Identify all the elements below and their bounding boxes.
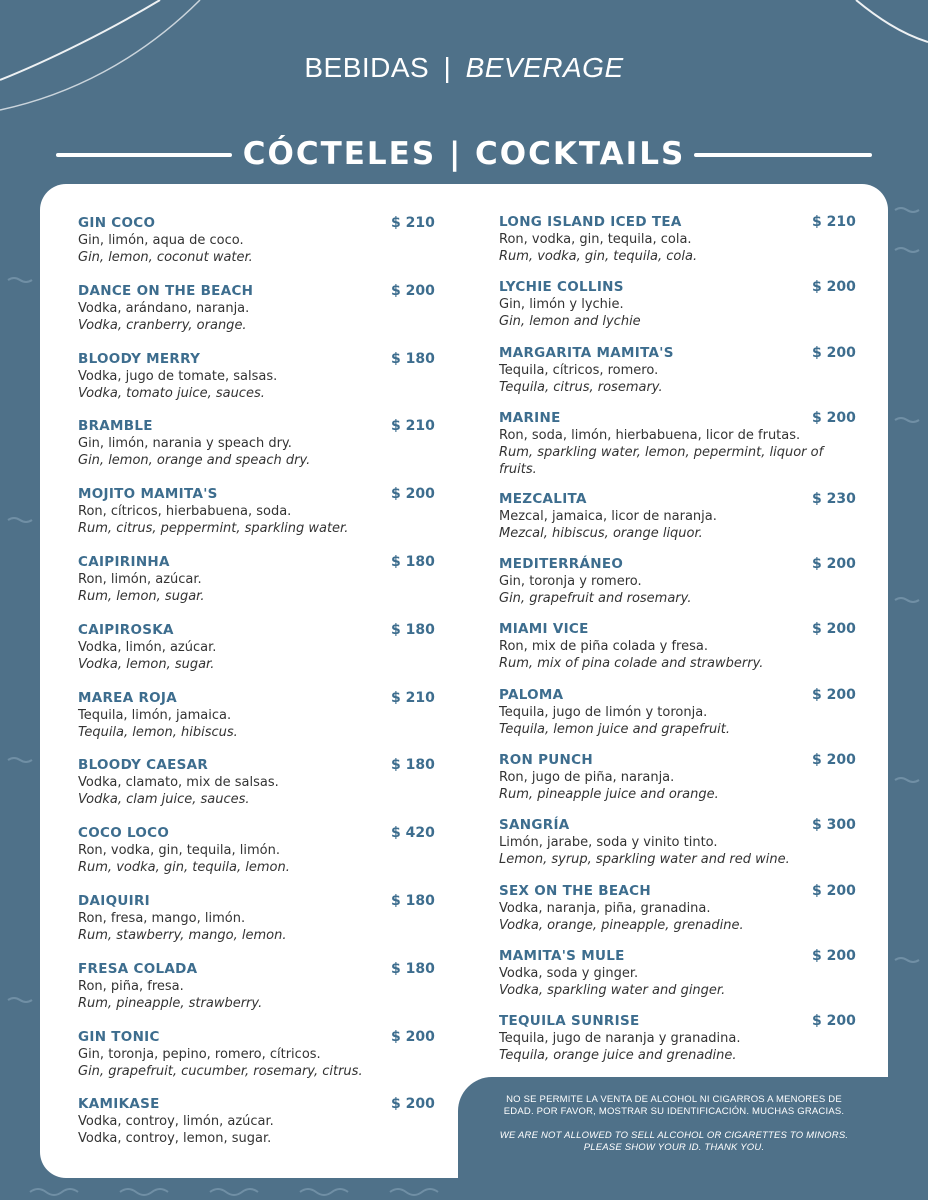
menu-item-name: FRESA COLADA <box>78 960 198 977</box>
menu-item <box>499 948 859 1013</box>
menu-item-description-en: Gin, lemon, coconut water. <box>78 250 253 265</box>
menu-item-description-es: Ron, piña, fresa. <box>78 978 184 994</box>
menu-item-name: GIN COCO <box>78 215 156 231</box>
menu-item-description-es: Ron, vodka, gin, tequila, limón. <box>78 843 280 859</box>
menu-item-description-es: Vodka, arándano, naranja. <box>78 300 250 316</box>
menu-item-description-en: Rum, stawberry, mango, lemon. <box>78 927 287 943</box>
menu-item <box>78 1029 438 1097</box>
menu-item <box>78 961 438 1029</box>
age-notice-es: NO SE PERMITE LA VENTA DE ALCOHOL NI CIGARROS A MENORES DE EDAD. POR FAVOR, MOSTRAR SU IDENTIFICACIÓN. MUCHAS GRACIAS. <box>503 1094 845 1117</box>
menu-item-name: MAREA ROJA <box>78 689 177 706</box>
menu-column-right <box>499 214 859 1079</box>
menu-item-description-es: Vodka, soda y ginger. <box>499 965 639 981</box>
menu-item-description-en: Lemon, syrup, sparkling water and red wine. <box>499 852 790 868</box>
menu-item-price: $ 200 <box>812 409 856 426</box>
menu-item-description-es: Ron, limón, azúcar. <box>78 571 202 587</box>
menu-item-price: $ 200 <box>812 344 856 361</box>
menu-item-price: $ 300 <box>812 817 856 834</box>
menu-item <box>78 690 438 758</box>
menu-item-description-en: Rum, citrus, peppermint, sparkling water. <box>78 521 349 537</box>
menu-item-price: $ 180 <box>391 553 435 570</box>
menu-item-description-en: Tequila, citrus, rosemary. <box>499 379 663 395</box>
menu-item-name: CAIPIRINHA <box>78 553 170 570</box>
menu-item <box>78 418 438 486</box>
menu-item-description-es: Vodka, limón, azúcar. <box>78 639 217 655</box>
header-separator: | <box>443 52 452 83</box>
menu-item-price: $ 180 <box>391 621 435 638</box>
menu-item-price: $ 200 <box>812 686 856 703</box>
section-heading <box>56 132 872 176</box>
menu-item-description-en: Gin, lemon, orange and speach dry. <box>78 453 311 469</box>
menu-item-description-es: Tequila, cítricos, romero. <box>499 362 659 378</box>
menu-item <box>499 491 859 556</box>
menu-item-name: GIN TONIC <box>78 1028 160 1045</box>
menu-item-description-es: Vodka, clamato, mix de salsas. <box>78 775 279 791</box>
menu-item-description-en: Rum, lemon, sugar. <box>78 588 205 604</box>
menu-item-price: $ 180 <box>391 757 435 774</box>
menu-item-description-en: Gin, lemon and lychie <box>499 314 641 330</box>
page-header <box>0 52 928 84</box>
menu-item-name: BLOODY CAESAR <box>78 757 209 774</box>
menu-item-description-en: Rum, sparkling water, lemon, pepermint, liquor of fruits. <box>499 444 824 477</box>
menu-item-price: $ 200 <box>391 1096 435 1113</box>
menu-item-name: BRAMBLE <box>78 418 153 435</box>
menu-item-price: $ 200 <box>812 882 856 899</box>
menu-item-description-es: Gin, toronja, pepino, romero, cítricos. <box>78 1046 321 1062</box>
menu-item-name: MEZCALITA <box>499 490 587 507</box>
menu-item <box>78 351 438 419</box>
menu-item-price: $ 200 <box>391 282 435 299</box>
menu-item-name: MARINE <box>499 409 561 426</box>
menu-item <box>78 1096 438 1164</box>
menu-item-description-es: Tequila, limón, jamaica. <box>78 707 232 723</box>
menu-item-description-en: Vodka, clam juice, sauces. <box>78 792 250 808</box>
menu-item-description-en: Rum, mix of pina colade and strawberry. <box>499 656 764 672</box>
menu-item-description-es: Mezcal, jamaica, licor de naranja. <box>499 508 717 524</box>
menu-item-price: $ 230 <box>812 490 856 507</box>
menu-item-description-en: Tequila, orange juice and grenadine. <box>499 1048 737 1064</box>
menu-item-name: SEX ON THE BEACH <box>499 882 651 899</box>
menu-item <box>78 486 438 554</box>
menu-item-description-en: Vodka, cranberry, orange. <box>78 317 247 333</box>
menu-item-description-en: Gin, grapefruit, cucumber, rosemary, citrus. <box>78 1063 363 1079</box>
header-title-es: BEBIDAS <box>304 52 430 83</box>
menu-item-description-es: Vodka, naranja, piña, granadina. <box>499 900 711 916</box>
menu-item-description-en: Vodka, orange, pineapple, grenadine. <box>499 917 744 933</box>
age-notice-en: WE ARE NOT ALLOWED TO SELL ALCOHOL OR CIGARETTES TO MINORS. PLEASE SHOW YOUR ID. THANK YOU. <box>499 1130 849 1153</box>
menu-item <box>78 622 438 690</box>
menu-item-description-es: Tequila, jugo de naranja y granadina. <box>499 1031 741 1047</box>
section-title: CÓCTELES | COCKTAILS <box>242 136 686 172</box>
menu-item-name: MARGARITA MAMITA'S <box>499 344 674 361</box>
menu-item-description-en: Vodka, lemon, sugar. <box>78 656 215 672</box>
menu-item <box>78 757 438 825</box>
menu-item <box>499 687 859 752</box>
menu-item-description-en: Vodka, sparkling water and ginger. <box>499 982 726 998</box>
section-divider-right <box>694 153 872 157</box>
menu-item-description-en: Vodka, tomato juice, sauces. <box>78 385 265 401</box>
menu-item <box>499 621 859 686</box>
menu-item-description-es: Gin, limón, narania y speach dry. <box>78 436 292 452</box>
menu-item <box>499 410 859 491</box>
menu-item-price: $ 210 <box>391 689 435 706</box>
menu-item-name: MOJITO MAMITA'S <box>78 486 218 503</box>
menu-item-name: LYCHIE COLLINS <box>499 279 624 296</box>
menu-item-description-es: Ron, mix de piña colada y fresa. <box>499 639 708 655</box>
menu-item-price: $ 200 <box>812 556 856 573</box>
menu-item-name: CAIPIROSKA <box>78 621 174 638</box>
menu-item <box>499 556 859 621</box>
menu-item-price: $ 210 <box>391 215 435 231</box>
menu-item-price: $ 200 <box>812 621 856 638</box>
menu-item-description-es: Ron, vodka, gin, tequila, cola. <box>499 232 692 247</box>
menu-item-description-es: Ron, jugo de piña, naranja. <box>499 770 675 786</box>
menu-item-name: DAIQUIRI <box>78 892 150 909</box>
menu-item-description-es: Gin, limón, aqua de coco. <box>78 233 244 248</box>
menu-item-name: MIAMI VICE <box>499 621 589 638</box>
menu-item-description-en: Rum, vodka, gin, tequila, lemon. <box>78 860 290 876</box>
menu-card <box>40 184 888 1178</box>
menu-item <box>499 279 859 344</box>
menu-item-price: $ 420 <box>391 825 435 842</box>
header-title-en: BEVERAGE <box>465 52 624 83</box>
menu-item-price: $ 210 <box>391 418 435 435</box>
menu-item-description-en: Gin, grapefruit and rosemary. <box>499 591 692 607</box>
menu-item-description-en: Tequila, lemon juice and grapefruit. <box>499 721 731 737</box>
menu-item-name: SANGRÍA <box>499 817 570 834</box>
menu-item-name: DANCE ON THE BEACH <box>78 282 254 299</box>
menu-item <box>499 1013 859 1078</box>
menu-item-price: $ 180 <box>391 960 435 977</box>
menu-item <box>499 345 859 410</box>
menu-item <box>499 883 859 948</box>
menu-item <box>78 554 438 622</box>
menu-item-name: BLOODY MERRY <box>78 350 201 367</box>
menu-item-description-es: Vodka, jugo de tomate, salsas. <box>78 368 278 384</box>
menu-item-price: $ 200 <box>391 486 435 503</box>
menu-item-price: $ 180 <box>391 350 435 367</box>
menu-item-description-es: Vodka, controy, limón, azúcar. <box>78 1114 274 1130</box>
menu-item-description-en: Rum, vodka, gin, tequila, cola. <box>499 249 698 264</box>
age-notice-panel <box>458 1077 890 1200</box>
menu-item <box>499 214 859 279</box>
menu-item-description-es: Ron, cítricos, hierbabuena, soda. <box>78 504 292 520</box>
menu-item-name: PALOMA <box>499 686 564 703</box>
menu-item-description-en: Vodka, controy, lemon, sugar. <box>78 1131 272 1147</box>
menu-item-description-en: Mezcal, hibiscus, orange liquor. <box>499 525 703 541</box>
menu-item <box>78 283 438 351</box>
menu-item-name: TEQUILA SUNRISE <box>499 1013 640 1030</box>
menu-item-price: $ 200 <box>812 279 856 296</box>
menu-item-price: $ 200 <box>391 1028 435 1045</box>
menu-item-description-en: Rum, pineapple juice and orange. <box>499 787 719 803</box>
menu-item <box>499 752 859 817</box>
menu-item-name: COCO LOCO <box>78 825 170 842</box>
menu-item-description-en: Tequila, lemon, hibiscus. <box>78 724 238 740</box>
menu-item-description-es: Ron, fresa, mango, limón. <box>78 910 246 926</box>
menu-item <box>78 825 438 893</box>
menu-item-price: $ 200 <box>812 752 856 769</box>
menu-item-description-es: Gin, limón y lychie. <box>499 297 624 313</box>
menu-item-name: MEDITERRÁNEO <box>499 556 624 573</box>
menu-item <box>78 893 438 961</box>
menu-item-description-es: Ron, soda, limón, hierbabuena, licor de frutas. <box>499 427 801 443</box>
menu-item-description-es: Tequila, jugo de limón y toronja. <box>499 704 708 720</box>
menu-item-price: $ 210 <box>812 214 856 230</box>
menu-item-description-es: Gin, toronja y romero. <box>499 574 642 590</box>
menu-item-price: $ 200 <box>812 947 856 964</box>
menu-column-left <box>78 215 438 1164</box>
menu-item-name: LONG ISLAND ICED TEA <box>499 214 682 230</box>
menu-item-description-es: Limón, jarabe, soda y vinito tinto. <box>499 835 718 851</box>
age-notice <box>498 1094 850 1154</box>
menu-item-name: KAMIKASE <box>78 1096 160 1113</box>
menu-item-name: MAMITA'S MULE <box>499 947 625 964</box>
menu-item-price: $ 200 <box>812 1013 856 1030</box>
menu-item <box>78 215 438 283</box>
menu-item <box>499 817 859 882</box>
menu-item-price: $ 180 <box>391 892 435 909</box>
menu-item-description-en: Rum, pineapple, strawberry. <box>78 995 263 1011</box>
menu-item-name: RON PUNCH <box>499 752 593 769</box>
